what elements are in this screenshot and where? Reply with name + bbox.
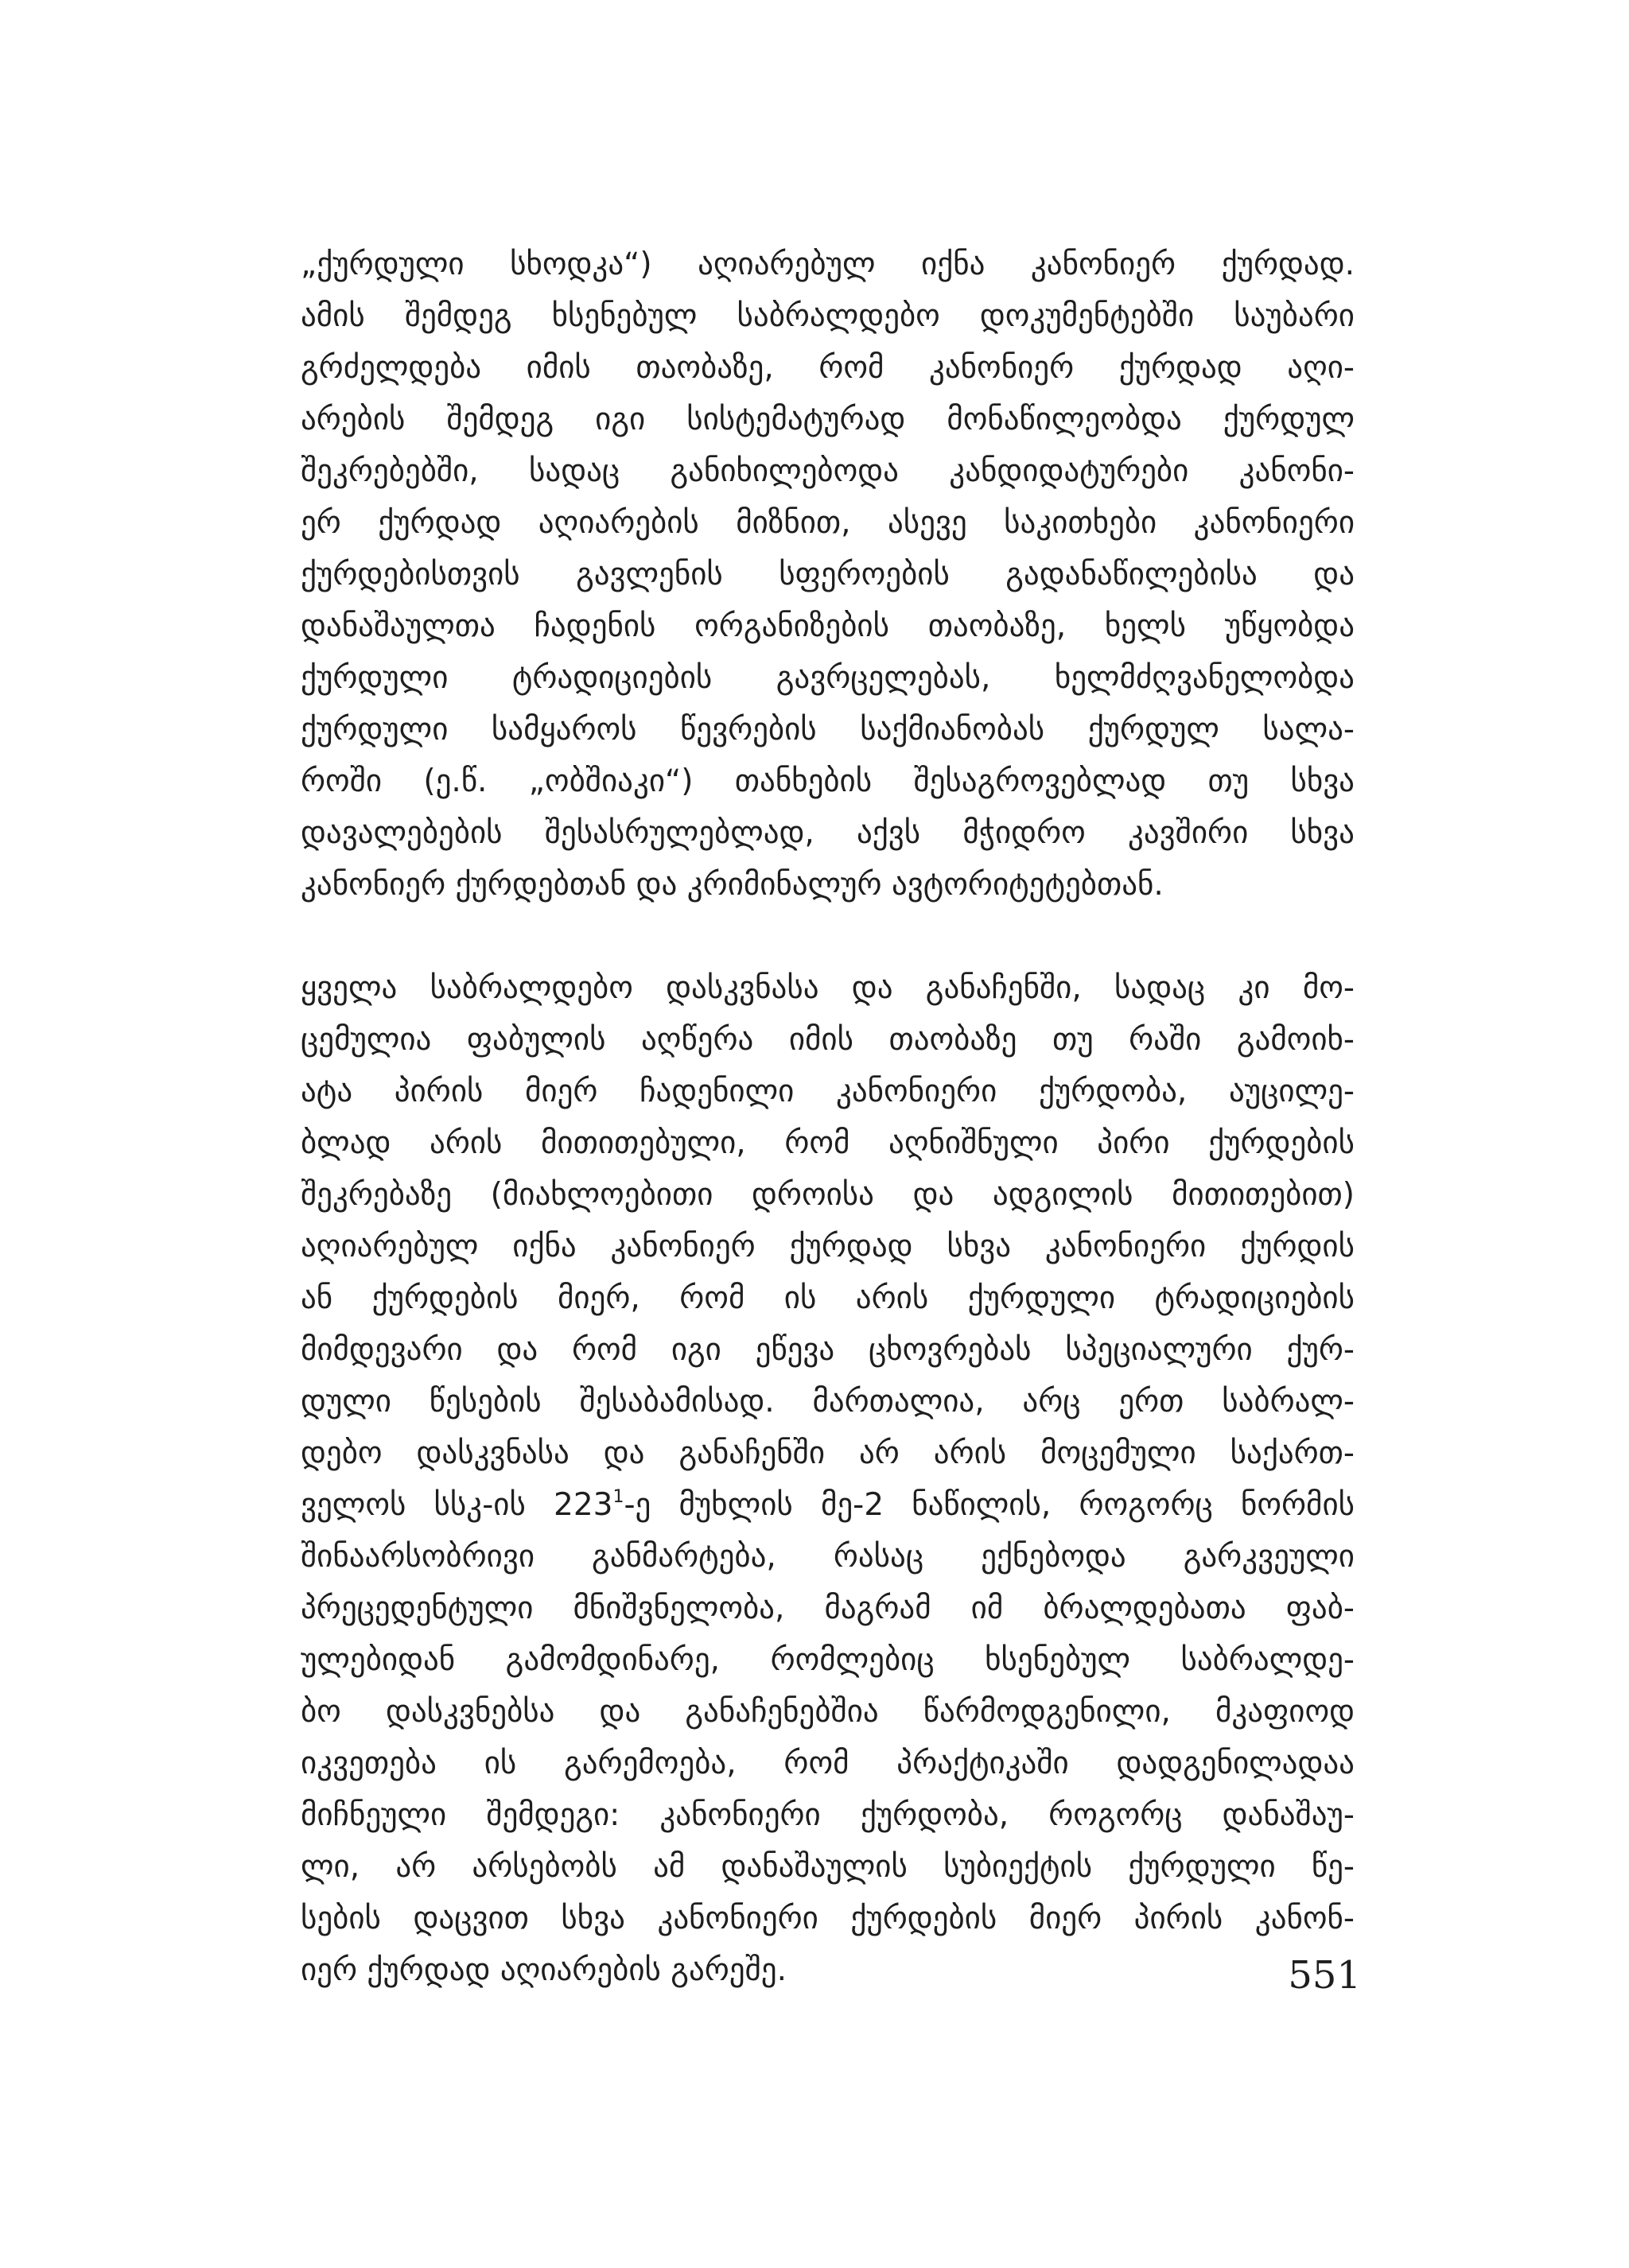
text-segment: ველოს სსკ-ის 223	[301, 1487, 613, 1523]
text-line: „ქურდული სხოდკა“) აღიარებულ იქნა კანონიერ ქურდად.	[301, 247, 1355, 282]
text-line: ამის შემდეგ ხსენებულ საბრალდებო დოკუმენტებში საუბარი	[301, 298, 1355, 334]
text-line: იკვეთება ის გარემოება, რომ პრაქტიკაში დადგენილადაა	[301, 1746, 1355, 1781]
text-line: მიჩნეული შემდეგი: კანონიერი ქურდობა, როგორც დანაშაუ-	[301, 1797, 1355, 1833]
text-line: როში (ე.წ. „ობშიაკი“) თანხების შესაგროვებლად თუ სხვა	[301, 763, 1355, 799]
text-line: აღიარებულ იქნა კანონიერ ქურდად სხვა კანონიერი ქურდის	[301, 1229, 1355, 1264]
text-line: დავალებების შესასრულებლად, აქვს მჭიდრო კავშირი სხვა	[301, 815, 1355, 851]
text-line: ლი, არ არსებობს ამ დანაშაულის სუბიექტის ქურდული წე-	[301, 1849, 1355, 1885]
paragraph-2	[301, 962, 1355, 1996]
page-body	[301, 239, 1355, 1996]
text-line: ატა პირის მიერ ჩადენილი კანონიერი ქურდობა, აუცილე-	[301, 1074, 1355, 1109]
text-line: ან ქურდების მიერ, რომ ის არის ქურდული ტრადიციების	[301, 1280, 1355, 1316]
text-line: ყველა საბრალდებო დასკვნასა და განაჩენში, სადაც კი მო-	[301, 970, 1355, 1006]
text-line: დანაშაულთა ჩადენის ორგანიზების თაობაზე, ხელს უწყობდა	[301, 608, 1355, 644]
text-line: ბლად არის მითითებული, რომ აღნიშნული პირი ქურდების	[301, 1125, 1355, 1161]
text-line: პრეცედენტული მნიშვნელობა, მაგრამ იმ ბრალდებათა ფაბ-	[301, 1590, 1355, 1626]
paragraph-gap	[301, 911, 1355, 962]
text-line-with-superscript	[301, 1479, 1355, 1531]
text-line: ქურდული ტრადიციების გავრცელებას, ხელმძღვანელობდა	[301, 660, 1355, 696]
text-line: იერ ქურდად აღიარების გარეშე.	[301, 1952, 787, 1988]
text-line: ბო დასკვნებსა და განაჩენებშია წარმოდგენილი, მკაფიოდ	[301, 1694, 1355, 1730]
text-line: ცემულია ფაბულის აღწერა იმის თაობაზე თუ რაში გამოიხ-	[301, 1022, 1355, 1058]
text-line: ქურდებისთვის გავლენის სფეროების გადანაწილებისა და	[301, 557, 1355, 592]
page-number: 551	[1288, 1953, 1361, 1998]
superscript: 1	[612, 1487, 624, 1507]
text-line: დებო დასკვნასა და განაჩენში არ არის მოცემული საქართ-	[301, 1435, 1355, 1471]
text-line: ერ ქურდად აღიარების მიზნით, ასევე საკითხები კანონიერი	[301, 505, 1355, 541]
text-line: არების შემდეგ იგი სისტემატურად მონაწილეობდა ქურდულ	[301, 402, 1355, 437]
text-segment: -ე მუხლის მე-2 ნაწილის, როგორც ნორმის	[624, 1487, 1355, 1523]
text-line: კანონიერ ქურდებთან და კრიმინალურ ავტორიტეტებთან.	[301, 867, 1164, 903]
text-line: მიმდევარი და რომ იგი ეწევა ცხოვრებას სპეციალური ქურ-	[301, 1332, 1355, 1368]
paragraph-1	[301, 239, 1355, 911]
text-line: დული წესების შესაბამისად. მართალია, არც ერთ საბრალ-	[301, 1384, 1355, 1419]
text-line: გრძელდება იმის თაობაზე, რომ კანონიერ ქურდად აღი-	[301, 350, 1355, 386]
text-line: შეკრებაზე (მიახლოებითი დროისა და ადგილის მითითებით)	[301, 1177, 1355, 1213]
text-line: შეკრებებში, სადაც განიხილებოდა კანდიდატურები კანონი-	[301, 453, 1355, 489]
text-line: ქურდული სამყაროს წევრების საქმიანობას ქურდულ სალა-	[301, 712, 1355, 748]
text-line: ულებიდან გამომდინარე, რომლებიც ხსენებულ საბრალდე-	[301, 1642, 1355, 1678]
text-line: სების დაცვით სხვა კანონიერი ქურდების მიერ პირის კანონ-	[301, 1901, 1355, 1936]
text-line: შინაარსობრივი განმარტება, რასაც ექნებოდა გარკვეული	[301, 1539, 1355, 1575]
